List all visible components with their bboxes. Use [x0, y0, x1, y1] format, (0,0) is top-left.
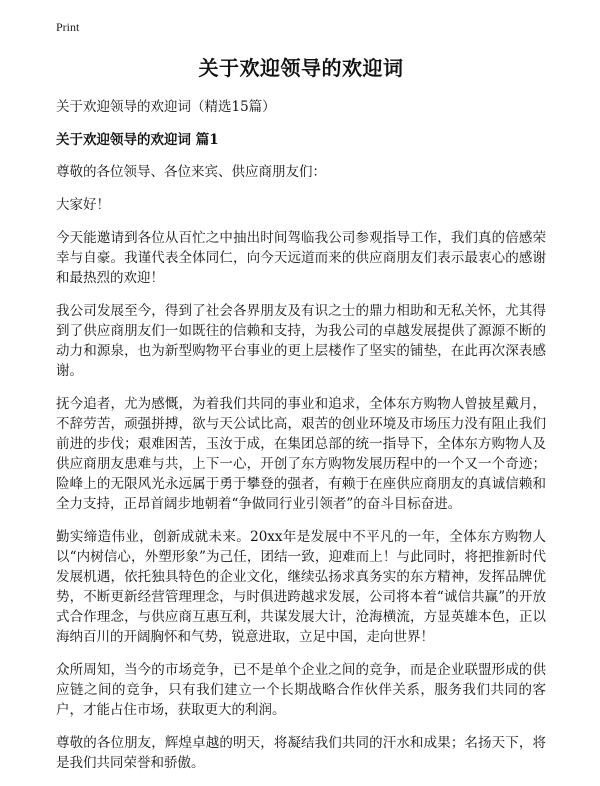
document [56, 52, 546, 786]
greeting-hello: 大家好！ [56, 197, 110, 213]
body-paragraph: 今天能邀请到各位从百忙之中抽出时间驾临我公司参观指导工作，我们真的倍感荣幸与自豪。我谨代表全体同仁，向今天远道而来的供应商朋友们表示最衷心的感谢和最热烈的欢迎！ [56, 230, 546, 286]
body-paragraph: 尊敬的各位朋友，辉煌卓越的明天，将凝结我们共同的汗水和成果；名扬天下，将是我们共同荣誉和骄傲。 [56, 735, 546, 771]
body-paragraph: 众所周知，当今的市场竞争，已不是单个企业之间的竞争，而是企业联盟形成的供应链之间的竞争，只有我们建立一个长期战略合作伙伴关系，服务我们共同的客户，才能占住市场，获取更大的利润。 [56, 662, 546, 718]
body-paragraph: 抚今追者，尤为感慨，为着我们共同的事业和追求，全体东方购物人曾披星戴月，不辞劳苦，顽强拼搏，欲与天公试比高，艰苦的创业环境及市场压力没有阻止我们前进的步伐；艰难困苦，玉汝于成，在集团总部的统一指导下，全体东方购物人及供应商朋友患难与共，上下一心，开创了东方购物发展历程中的一个又一个奇迹；险峰上的无限风光永远属于勇于攀登的强者，有赖于在座供应商朋友的真诚信赖和全力支持，正昂首阔步地朝着“争做同行业引领者”的奋斗目标奋进。 [56, 396, 546, 512]
body-paragraph: 勤实缔造伟业，创新成就未来。20xx年是发展中不平凡的一年，全体东方购物人以“内树信心，外塑形象”为己任，团结一致，迎难而上！与此同时，将把推新时代发展机遇，依托独具特色的企业文化，继续弘扬求真务实的东方精神，发挥品牌优势，不断更新经营管理理念，与时俱进跨越求发展，公司将本着“诚信共赢”的开放式合作理念，与供应商互惠互利，共谋发展大计，沧海横流，方显英雄本色，正以海纳百川的开阔胸怀和气势，锐意进取，立足中国，走向世界！ [56, 529, 546, 645]
body-paragraph: 我公司发展至今，得到了社会各界朋友及有识之士的鼎力相助和无私关怀，尤其得到了供应商朋友们一如既往的信赖和支持，为我公司的卓越发展提供了源源不断的动力和源泉，也为新型购物平台事业的更上层楼作了坚实的铺垫，在此再次深表感谢。 [56, 303, 546, 379]
document-title: 关于欢迎领导的欢迎词 [198, 56, 404, 80]
section-heading: 关于欢迎领导的欢迎词 篇1 [56, 132, 219, 148]
document-subtitle: 关于欢迎领导的欢迎词（精选15篇） [56, 99, 276, 115]
print-link[interactable]: Print [56, 20, 80, 34]
greeting-salutation: 尊敬的各位领导、各位来宾、供应商朋友们： [56, 164, 326, 180]
